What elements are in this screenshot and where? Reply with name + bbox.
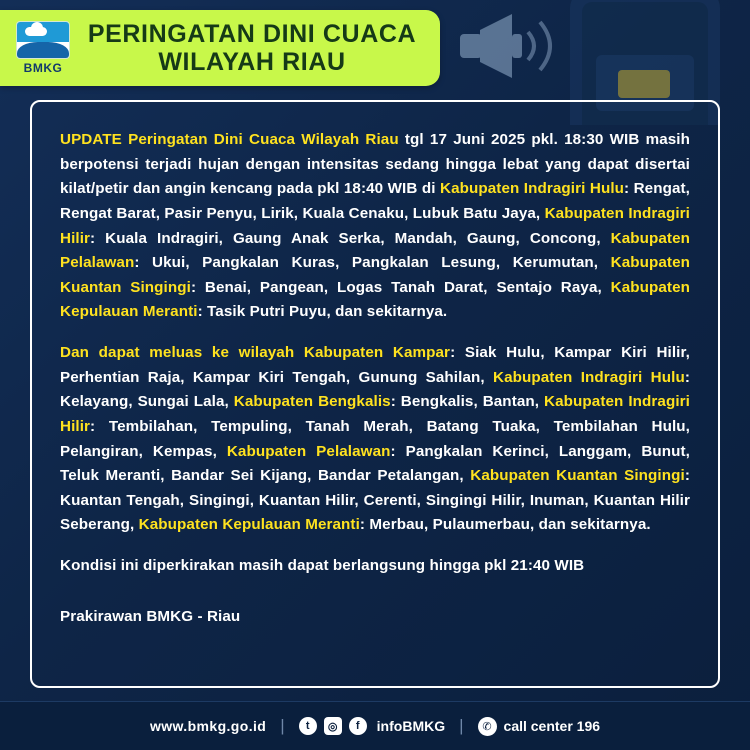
region-pelalawan: Kabupaten Pelalawan — [60, 229, 690, 272]
warning-body — [60, 128, 690, 629]
p1-e: : Benai, Pangean, Logas Tanah Darat, Sentajo Raya, — [190, 278, 611, 296]
region-kepulauan-meranti-2: Kabupaten Kepulauan Meranti — [138, 516, 360, 534]
duration-note: Kondisi ini diperkirakan masih dapat berlangsung hingga pkl 21:40 WIB — [60, 557, 585, 574]
social-group — [299, 717, 445, 735]
phone-icon: ✆ — [478, 717, 497, 736]
footer-separator-2: | — [459, 716, 464, 735]
region-kuantan-singingi: Kabupaten Kuantan Singingi — [60, 254, 690, 296]
signature: Prakirawan BMKG - Riau — [60, 607, 241, 625]
bmkg-logo — [12, 21, 74, 75]
page-title — [80, 20, 440, 76]
p2-b: : Kelayang, Sungai Lala, — [60, 368, 690, 411]
p2-a: : Siak Hulu, Kampar Kiri Hilir, Perhentian Raja, Kampar Kiri Tengah, Gunung Sahilan, — [60, 344, 690, 386]
website-link[interactable]: www.bmkg.go.id — [149, 718, 267, 734]
region-bengkalis: Kabupaten Bengkalis — [233, 393, 391, 411]
update-label: UPDATE Peringatan Dini Cuaca Wilayah Riau — [60, 131, 399, 148]
page-title-line2: WILAYAH RIAU — [158, 48, 346, 76]
callcenter-label: call center 196 — [503, 718, 601, 734]
p2-c: : Bengkalis, Bantan, — [390, 393, 545, 411]
callcenter-group — [478, 717, 601, 736]
p2-g: : Merbau, Pulaumerbau, dan sekitarnya. — [359, 516, 651, 534]
region-kepulauan-meranti: Kabupaten Kepulauan Meranti — [60, 278, 691, 321]
p2-f: : Kuantan Tengah, Singingi, Kuantan Hilir, Cerenti, Singingi Hilir, Inuman, Kuantan Hilir Seberang, — [60, 467, 690, 534]
instagram-icon[interactable]: ◎ — [324, 717, 342, 735]
p1-b: : Rengat, Rengat Barat, Pasir Penyu, Lirik, Kuala Cenaku, Lubuk Batu Jaya, — [60, 180, 691, 222]
region-indragiri-hulu-2: Kabupaten Indragiri Hulu — [493, 368, 685, 386]
footer-bar — [0, 701, 750, 750]
page-title-line1: PERINGATAN DINI CUACA — [87, 20, 417, 48]
expansion-lead: Dan dapat meluas ke wilayah — [60, 344, 304, 361]
region-kampar: Kabupaten Kampar — [303, 344, 451, 361]
region-kuantan-singingi-2: Kabupaten Kuantan Singingi — [470, 467, 685, 485]
bmkg-logo-icon — [16, 21, 70, 59]
p2-e: : Pangkalan Kerinci, Langgam, Bunut, Teluk Meranti, Bandar Sei Kijang, Bandar Petalangan, — [60, 442, 690, 485]
region-indragiri-hulu: Kabupaten Indragiri Hulu — [440, 180, 625, 198]
region-pelalawan-2: Kabupaten Pelalawan — [226, 442, 391, 460]
p1-d: : Ukui, Pangkalan Kuras, Pangkalan Lesung, Kerumutan, — [134, 254, 611, 272]
warning-card — [30, 100, 720, 688]
header-banner — [0, 10, 440, 86]
region-indragiri-hilir: Kabupaten Indragiri Hilir — [60, 204, 690, 247]
region-indragiri-hilir-2: Kabupaten Indragiri Hilir — [60, 393, 690, 435]
p1-f: : Tasik Putri Puyu, dan sekitarnya. — [197, 303, 448, 321]
twitter-icon[interactable]: t — [299, 717, 317, 735]
paragraph-expansion-warning — [60, 341, 690, 538]
p2-d: : Tembilahan, Tempuling, Tanah Merah, Batang Tuaka, Tembilahan Hulu, Pelangiran, Kempas, — [60, 417, 690, 460]
bmkg-logo-label: BMKG — [23, 61, 63, 75]
facebook-icon[interactable]: f — [349, 717, 367, 735]
social-handle: infoBMKG — [376, 718, 446, 734]
footer-separator-1: | — [280, 716, 285, 735]
paragraph-initial-warning — [60, 128, 690, 325]
p1-a: tgl 17 Juni 2025 pkl. 18:30 WIB masih berpotensi terjadi hujan dengan intensitas sedang hingga lebat yang dapat disertai kilat/petir dan angin kencang pada pkl 18:40 WIB di — [60, 131, 690, 198]
p1-c: : Kuala Indragiri, Gaung Anak Serka, Mandah, Gaung, Concong, — [90, 229, 611, 247]
